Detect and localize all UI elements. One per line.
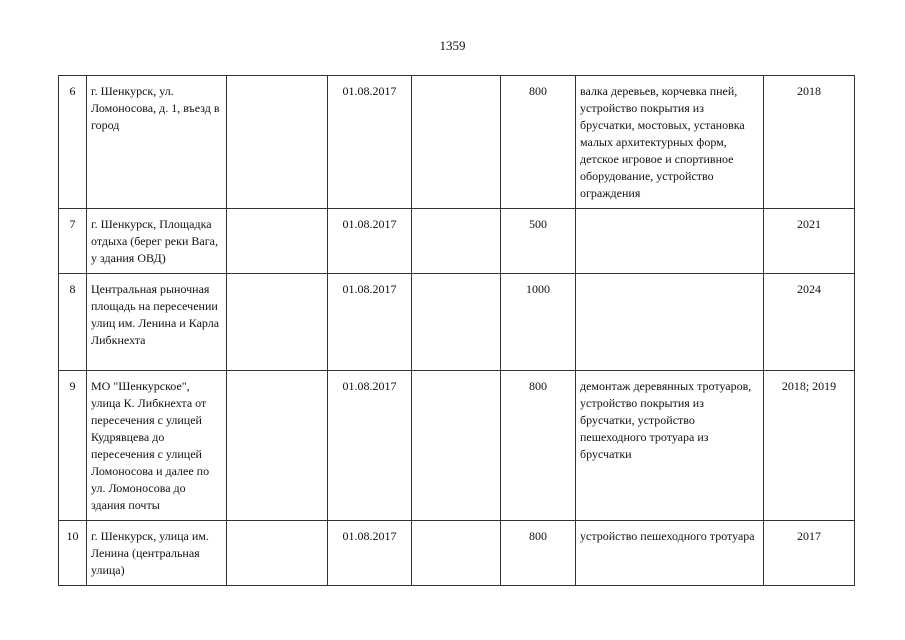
table-row (59, 209, 855, 274)
works-cell (576, 209, 764, 274)
year-cell: 2017 (764, 521, 855, 586)
location-name: г. Шенкурск, ул. Ломоносова, д. 1, въезд в город (87, 76, 227, 209)
area-cell: 800 (501, 76, 576, 209)
empty-cell (412, 274, 501, 371)
area-cell: 500 (501, 209, 576, 274)
works-cell: валка деревьев, корчевка пней, устройство покрытия из брусчатки, мостовых, установка малых архитектурных форм, детское игровое и спортивное оборудование, устройство ограждения (576, 76, 764, 209)
location-name: Центральная рыночная площадь на пересечении улиц им. Ленина и Карла Либкнехта (87, 274, 227, 371)
empty-cell (227, 209, 328, 274)
date-cell: 01.08.2017 (328, 209, 412, 274)
year-cell: 2024 (764, 274, 855, 371)
row-number: 6 (59, 76, 87, 209)
empty-cell (412, 371, 501, 521)
row-number: 10 (59, 521, 87, 586)
area-cell: 800 (501, 521, 576, 586)
location-name: МО "Шенкурское", улица К. Либкнехта от пересечения с улицей Кудрявцева до пересечения с улицей Ломоносова и далее по ул. Ломоносова до здания почты (87, 371, 227, 521)
empty-cell (227, 274, 328, 371)
table-row (59, 371, 855, 521)
page-number: 1359 (439, 38, 466, 53)
row-number: 7 (59, 209, 87, 274)
year-cell: 2021 (764, 209, 855, 274)
date-cell: 01.08.2017 (328, 76, 412, 209)
date-cell: 01.08.2017 (328, 274, 412, 371)
works-cell (576, 274, 764, 371)
table-row (59, 521, 855, 586)
row-number: 8 (59, 274, 87, 371)
area-cell: 800 (501, 371, 576, 521)
empty-cell (227, 521, 328, 586)
year-cell: 2018; 2019 (764, 371, 855, 521)
table-body (59, 76, 855, 586)
table-row (59, 274, 855, 371)
works-cell: демонтаж деревянных тротуаров, устройство покрытия из брусчатки, устройство пешеходного тротуара из брусчатки (576, 371, 764, 521)
table-row (59, 76, 855, 209)
row-number: 9 (59, 371, 87, 521)
date-cell: 01.08.2017 (328, 521, 412, 586)
area-cell: 1000 (501, 274, 576, 371)
year-cell: 2018 (764, 76, 855, 209)
location-name: г. Шенкурск, улица им. Ленина (центральная улица) (87, 521, 227, 586)
location-name: г. Шенкурск, Площадка отдыха (берег реки Вага, у здания ОВД) (87, 209, 227, 274)
works-cell: устройство пешеходного тротуара (576, 521, 764, 586)
empty-cell (227, 371, 328, 521)
empty-cell (227, 76, 328, 209)
date-cell: 01.08.2017 (328, 371, 412, 521)
empty-cell (412, 209, 501, 274)
records-table (58, 75, 855, 586)
empty-cell (412, 76, 501, 209)
empty-cell (412, 521, 501, 586)
